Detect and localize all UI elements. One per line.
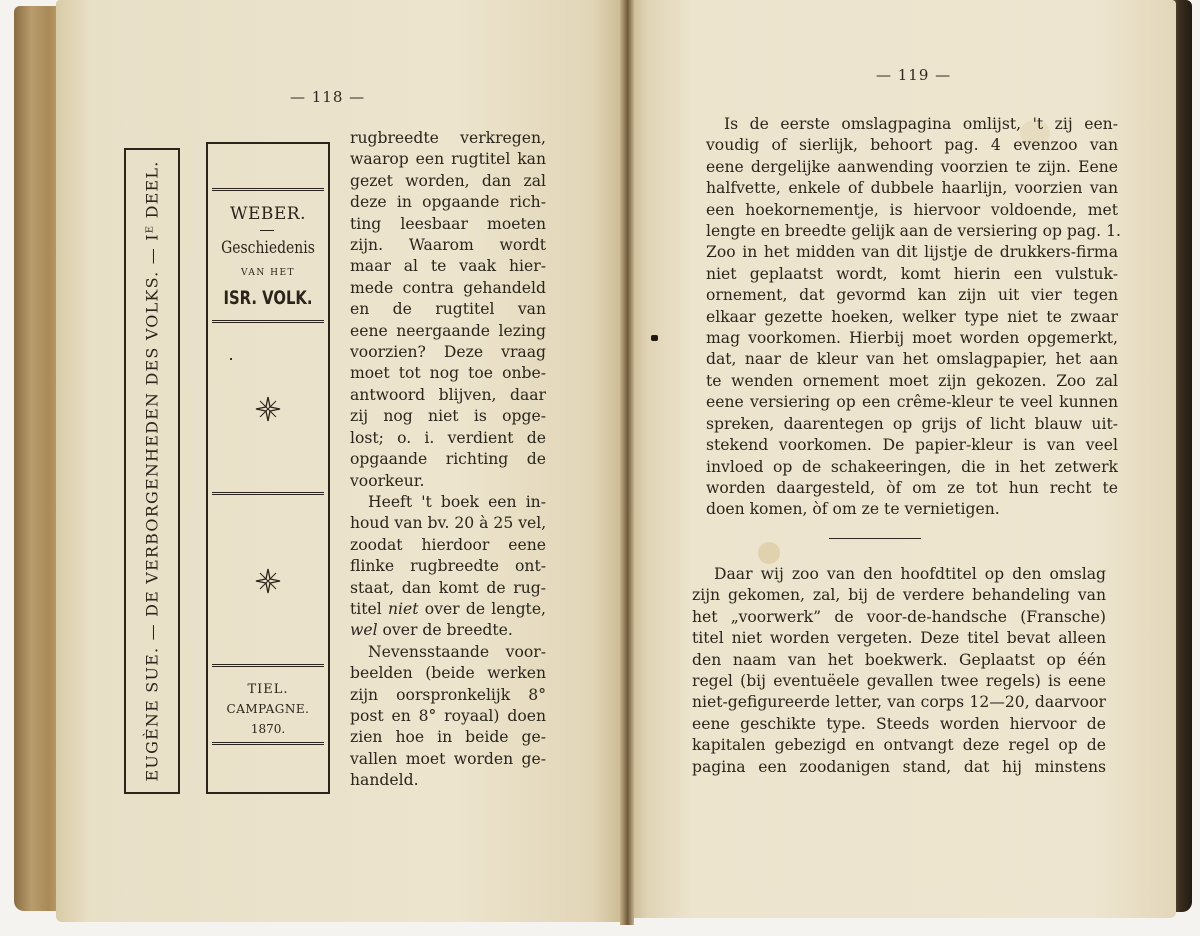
text-line: niet geplaatst wordt, komt hierin een vulstuk- xyxy=(706,264,1118,283)
text-line: gezet worden, dan zal xyxy=(350,171,546,190)
text-line: antwoord blijven, daar xyxy=(350,385,546,404)
spine-author: WEBER. xyxy=(230,204,306,224)
text-line: voorzien? Deze vraag xyxy=(350,343,546,362)
book-spine-figure xyxy=(206,142,330,794)
text-line: stekend voorkomen. De papier-kleur is van veel xyxy=(706,436,1118,455)
spine-rule xyxy=(212,742,324,745)
text-line: staat, dan komt de rug- xyxy=(350,578,546,597)
text-line: wel over de breedte. xyxy=(350,621,513,640)
text-line: het „voorwerk” de voor-de-handsche (Fransche) xyxy=(692,607,1106,626)
text-line: titel niet over de lengte, xyxy=(350,599,547,618)
spine-rule xyxy=(212,664,324,667)
text-line: Is de eerste omslagpagina omlijst, 't zij een- xyxy=(724,115,1118,133)
text-line: en de rugtitel van xyxy=(350,300,546,319)
paper-stain xyxy=(758,542,780,564)
text-line: deze in opgaande rich- xyxy=(350,193,546,212)
text-line: titel niet worden vergeten. Deze titel bevat alleen xyxy=(692,629,1106,648)
spine-year: 1870. xyxy=(250,722,286,736)
text-line: mede contra gehandeld xyxy=(350,278,546,297)
text-line: voorkeur. xyxy=(350,471,425,490)
text-line: handeld. xyxy=(350,771,419,790)
text-line: zoodat hierdoor eene xyxy=(350,535,546,554)
text-line: ting leesbaar moeten xyxy=(350,214,546,233)
text-line: spreken, daarentegen op grijs of licht blauw uit- xyxy=(706,414,1118,433)
text-line: halfvette, enkele of dubbele haarlijn, voorzien van xyxy=(706,179,1118,198)
text-line: Daar wij zoo van den hoofdtitel op den omslag xyxy=(714,565,1106,583)
text-line: mag voorkomen. Hierbij moet worden opgemerkt, xyxy=(706,329,1118,348)
spine-dot xyxy=(230,358,232,360)
spine-rule xyxy=(212,188,324,191)
text-line: lost; o. i. verdient de xyxy=(350,428,546,447)
text-line: moet tot nog toe onbe- xyxy=(350,364,546,383)
spine-van-het: VAN HET xyxy=(240,268,296,278)
text-line: opgaande richting de xyxy=(350,450,546,469)
text-line: kapitalen gebezigd en ontvangt deze regel op de xyxy=(692,736,1106,755)
text-line: doen komen, òf om ze te vernietigen. xyxy=(706,500,1000,519)
text-line: Zoo in het midden van dit lijstje de drukkers-firma xyxy=(706,243,1118,262)
spine-publisher: CAMPAGNE. xyxy=(226,702,310,716)
text-line: Heeft 't boek een in- xyxy=(368,492,546,511)
spine-subject: ISR. VOLK. xyxy=(223,287,313,309)
vertical-spine-title: EUGÈNE SUE. — DE VERBORGENHEDEN DES VOLKS. — Iᴱ DEEL. xyxy=(142,160,162,782)
section-divider xyxy=(829,538,921,539)
text-line: zijn oorspronkelijk 8° xyxy=(350,685,546,704)
page-number-right: — 119 — xyxy=(876,66,952,84)
text-line: eene versiering op een crême-kleur te veel kunnen xyxy=(706,393,1118,412)
star-ornament-icon xyxy=(255,568,281,594)
text-line: zijn. Waarom wordt xyxy=(350,236,546,255)
spine-rule xyxy=(212,320,324,323)
text-line: voudig of sierlijk, behoort pag. 4 evenzoo van xyxy=(706,136,1118,155)
text-line: waarop een rugtitel kan xyxy=(350,150,546,169)
text-line: worden daargesteld, òf om ze tot hun recht te xyxy=(706,478,1118,497)
text-line: rugbreedte verkregen, xyxy=(350,129,546,147)
spine-dash xyxy=(260,230,274,231)
text-line: regel (bij eventuëele gevallen twee regels) is eene xyxy=(692,672,1106,691)
star-ornament-icon xyxy=(255,396,281,422)
text-line: dat, naar de kleur van het omslagpapier, het aan xyxy=(706,350,1118,369)
text-line: zien hoe in beide ge- xyxy=(350,728,546,747)
text-line: te wenden ornement moet zijn gekozen. Zoo zal xyxy=(706,371,1118,390)
spine-place: TIEL. xyxy=(247,682,289,697)
text-line: invloed op de schakeeringen, die in het zetwerk xyxy=(706,457,1118,476)
text-line: pagina een zoodanigen stand, dat hij minstens xyxy=(692,757,1106,776)
page-number-left: — 118 — xyxy=(290,88,366,106)
text-line: Nevensstaande voor- xyxy=(368,642,546,661)
text-line: eene dergelijke aanwending voorzien te zijn. Eene xyxy=(706,157,1118,176)
text-line: zijn gekomen, zal, bij de verdere behandeling van xyxy=(692,586,1106,605)
text-line: den naam van het boekwerk. Geplaatst op één xyxy=(692,650,1106,669)
text-line: eene geschikte type. Steeds worden hiervoor de xyxy=(692,714,1106,733)
text-line: maar al te vaak hier- xyxy=(350,257,546,276)
text-line: niet-gefigureerde letter, van corps 12—20, daarvoor xyxy=(692,693,1106,712)
text-line: ornement, dat gevormd kan zijn uit vier tegen xyxy=(706,286,1118,305)
right-paragraph-2 xyxy=(692,564,1106,778)
spine-title: Geschiedenis xyxy=(221,238,315,258)
left-text-column xyxy=(350,128,546,792)
text-line: zij nog niet is opge- xyxy=(350,407,546,426)
spine-rule xyxy=(212,492,324,495)
text-line: vallen moet worden ge- xyxy=(350,749,546,768)
spine-title-figure xyxy=(124,148,180,794)
book-gutter xyxy=(620,0,634,925)
ink-spot xyxy=(651,335,658,341)
text-line: post en 8° royaal) doen xyxy=(350,706,546,725)
text-line: lengte en breedte gelijk aan de versiering op pag. 1. xyxy=(706,222,1121,241)
text-line: flinke rugbreedte ont- xyxy=(350,557,546,576)
text-line: elkaar gezette hoeken, welker type niet te zwaar xyxy=(706,307,1118,326)
text-line: eene neergaande lezing xyxy=(350,321,546,340)
text-line: beelden (beide werken xyxy=(350,664,546,683)
right-paragraph-1 xyxy=(706,114,1121,521)
text-line: een hoekornementje, is hiervoor voldoende, met xyxy=(706,200,1118,219)
text-line: houd van bv. 20 à 25 vel, xyxy=(350,514,547,533)
